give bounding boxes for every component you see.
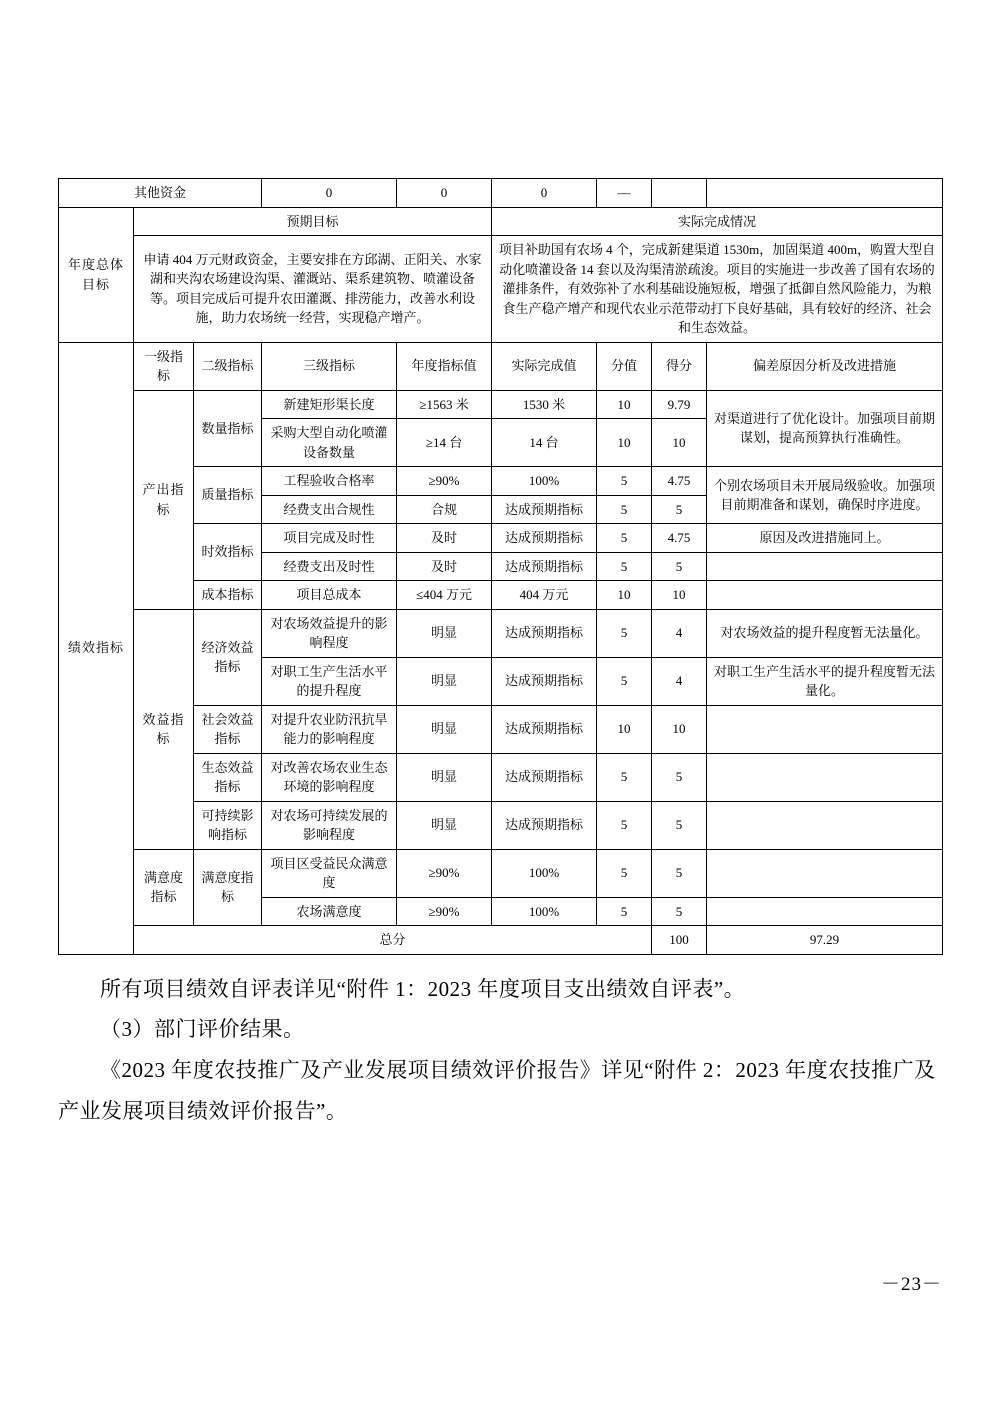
indicator-actual: 100% (492, 467, 597, 496)
header-actual: 实际完成值 (492, 342, 597, 390)
table-row (59, 236, 943, 343)
indicator-analysis (707, 897, 943, 926)
indicator-analysis (707, 705, 943, 753)
other-funds-v5 (652, 179, 707, 208)
header-analysis: 偏差原因分析及改进措施 (707, 342, 943, 390)
indicator-actual: 14 台 (492, 419, 597, 467)
indicator-weight: 5 (597, 801, 652, 849)
indicator-score: 5 (652, 897, 707, 926)
indicator-score: 10 (652, 705, 707, 753)
indicator-weight: 5 (597, 609, 652, 657)
indicator-score: 5 (652, 753, 707, 801)
indicator-score: 4.75 (652, 524, 707, 553)
indicator-weight: 5 (597, 552, 652, 581)
paragraph-1: 所有项目绩效自评表详见“附件 1：2023 年度项目支出绩效自评表”。 (100, 976, 746, 1001)
indicator-name: 对职工生产生活水平的提升程度 (262, 657, 397, 705)
indicator-score: 10 (652, 419, 707, 467)
indicator-actual: 达成预期指标 (492, 495, 597, 524)
group-benefit: 效益指标 (134, 609, 194, 849)
sub-satisfaction: 满意度指标 (194, 849, 262, 926)
page-number: －23－ (880, 1274, 942, 1295)
other-funds-v3: 0 (492, 179, 597, 208)
indicator-score: 4.75 (652, 467, 707, 496)
header-level2: 二级指标 (194, 342, 262, 390)
other-funds-v1: 0 (262, 179, 397, 208)
indicator-target: 及时 (397, 552, 492, 581)
performance-label: 绩效指标 (59, 342, 134, 954)
indicator-analysis: 原因及改进措施同上。 (707, 524, 943, 553)
indicator-analysis: 对职工生产生活水平的提升程度暂无法量化。 (707, 657, 943, 705)
indicator-analysis (707, 552, 943, 581)
table-row (59, 390, 943, 419)
indicator-actual: 达成预期指标 (492, 801, 597, 849)
indicator-target: ≤404 万元 (397, 581, 492, 610)
indicator-score: 5 (652, 552, 707, 581)
indicator-target: 明显 (397, 657, 492, 705)
other-funds-label: 其他资金 (59, 179, 262, 208)
total-score: 97.29 (707, 926, 943, 955)
other-funds-v2: 0 (397, 179, 492, 208)
table-row (59, 342, 943, 390)
indicator-analysis (707, 581, 943, 610)
header-score: 得分 (652, 342, 707, 390)
indicator-target: 合规 (397, 495, 492, 524)
indicator-name: 工程验收合格率 (262, 467, 397, 496)
indicator-weight: 5 (597, 657, 652, 705)
indicator-actual: 达成预期指标 (492, 657, 597, 705)
indicator-actual: 达成预期指标 (492, 705, 597, 753)
indicator-score: 5 (652, 801, 707, 849)
sub-timeliness: 时效指标 (194, 524, 262, 581)
indicator-name: 农场满意度 (262, 897, 397, 926)
indicator-score: 4 (652, 609, 707, 657)
indicator-actual: 达成预期指标 (492, 552, 597, 581)
indicator-name: 新建矩形渠长度 (262, 390, 397, 419)
header-level3: 三级指标 (262, 342, 397, 390)
indicator-name: 对农场效益提升的影响程度 (262, 609, 397, 657)
indicator-target: ≥90% (397, 467, 492, 496)
table-row (59, 926, 943, 955)
sub-cost: 成本指标 (194, 581, 262, 610)
table-row (59, 609, 943, 657)
indicator-analysis (707, 849, 943, 897)
sub-economic: 经济效益指标 (194, 609, 262, 705)
indicator-name: 项目区受益民众满意度 (262, 849, 397, 897)
indicator-score: 10 (652, 581, 707, 610)
table-row (59, 179, 943, 208)
indicator-actual: 404 万元 (492, 581, 597, 610)
indicator-weight: 5 (597, 524, 652, 553)
indicator-name: 对改善农场农业生态环境的影响程度 (262, 753, 397, 801)
indicator-target: ≥90% (397, 897, 492, 926)
indicator-score: 4 (652, 657, 707, 705)
total-label: 总分 (134, 926, 652, 955)
indicator-score: 5 (652, 495, 707, 524)
indicator-name: 采购大型自动化喷灌设备数量 (262, 419, 397, 467)
header-weight: 分值 (597, 342, 652, 390)
expected-goal-text: 申请 404 万元财政资金，主要安排在方邱湖、正阳关、水家湖和夹沟农场建设沟渠、灌溉站、渠系建筑物、喷灌设备等。项目完成后可提升农田灌溉、排涝能力，改善水利设施，助力农场统一经营，实现稳产增产。 (134, 236, 492, 343)
actual-result-header: 实际完成情况 (492, 207, 943, 236)
indicator-weight: 5 (597, 897, 652, 926)
indicator-analysis: 对农场效益的提升程度暂无法量化。 (707, 609, 943, 657)
indicator-weight: 10 (597, 419, 652, 467)
header-target: 年度指标值 (397, 342, 492, 390)
annual-goal-label: 年度总体目标 (59, 207, 134, 342)
indicator-target: 明显 (397, 753, 492, 801)
indicator-analysis: 对渠道进行了优化设计。加强项目前期谋划，提高预算执行准确性。 (707, 390, 943, 467)
indicator-actual: 达成预期指标 (492, 753, 597, 801)
indicator-actual: 达成预期指标 (492, 524, 597, 553)
indicator-name: 项目总成本 (262, 581, 397, 610)
indicator-target: 明显 (397, 801, 492, 849)
indicator-analysis (707, 801, 943, 849)
indicator-weight: 10 (597, 705, 652, 753)
table-row (59, 207, 943, 236)
indicator-analysis (707, 753, 943, 801)
indicator-weight: 5 (597, 849, 652, 897)
body-text (58, 969, 942, 1133)
indicator-target: ≥14 台 (397, 419, 492, 467)
document-body (58, 178, 942, 1132)
header-level1: 一级指标 (134, 342, 194, 390)
sub-eco: 生态效益指标 (194, 753, 262, 801)
paragraph-2: （3）部门评价结果。 (100, 1017, 305, 1042)
actual-result-text: 项目补助国有农场 4 个，完成新建渠道 1530m，加固渠道 400m，购置大型自动化喷灌设备 14 套以及沟渠清淤疏浚。项目的实施进一步改善了国有农场的灌排条件，有效弥补了水利基础设施短板，增强了抵御自然风险能力，为粮食生产稳产增产和现代农业示范带动打下良好基础，具有较好的经济、社会和生态效益。 (492, 236, 943, 343)
indicator-actual: 1530 米 (492, 390, 597, 419)
indicator-target: ≥1563 米 (397, 390, 492, 419)
total-weight: 100 (652, 926, 707, 955)
indicator-target: 及时 (397, 524, 492, 553)
indicator-target: 明显 (397, 705, 492, 753)
indicator-name: 经费支出及时性 (262, 552, 397, 581)
indicator-name: 对农场可持续发展的影响程度 (262, 801, 397, 849)
indicator-weight: 5 (597, 495, 652, 524)
indicator-weight: 10 (597, 581, 652, 610)
indicator-name: 经费支出合规性 (262, 495, 397, 524)
expected-goal-header: 预期目标 (134, 207, 492, 236)
indicator-actual: 达成预期指标 (492, 609, 597, 657)
performance-table (58, 178, 943, 955)
indicator-actual: 100% (492, 897, 597, 926)
indicator-weight: 10 (597, 390, 652, 419)
other-funds-v6 (707, 179, 943, 208)
indicator-score: 5 (652, 849, 707, 897)
indicator-name: 对提升农业防汛抗旱能力的影响程度 (262, 705, 397, 753)
group-satisfaction: 满意度指标 (134, 849, 194, 926)
paragraph-3: 《2023 年度农技推广及产业发展项目绩效评价报告》详见“附件 2：2023 年度农技推广及产业发展项目绩效评价报告”。 (58, 1058, 936, 1124)
indicator-analysis: 个别农场项目未开展局级验收。加强项目前期准备和谋划，确保时序进度。 (707, 467, 943, 524)
indicator-actual: 100% (492, 849, 597, 897)
sub-quantity: 数量指标 (194, 390, 262, 467)
other-funds-v4: — (597, 179, 652, 208)
group-output: 产出指标 (134, 390, 194, 609)
indicator-name: 项目完成及时性 (262, 524, 397, 553)
sub-social: 社会效益指标 (194, 705, 262, 753)
sub-quality: 质量指标 (194, 467, 262, 524)
indicator-target: 明显 (397, 609, 492, 657)
table-row (59, 849, 943, 897)
indicator-weight: 5 (597, 467, 652, 496)
indicator-target: ≥90% (397, 849, 492, 897)
sub-sustain: 可持续影响指标 (194, 801, 262, 849)
indicator-weight: 5 (597, 753, 652, 801)
indicator-score: 9.79 (652, 390, 707, 419)
